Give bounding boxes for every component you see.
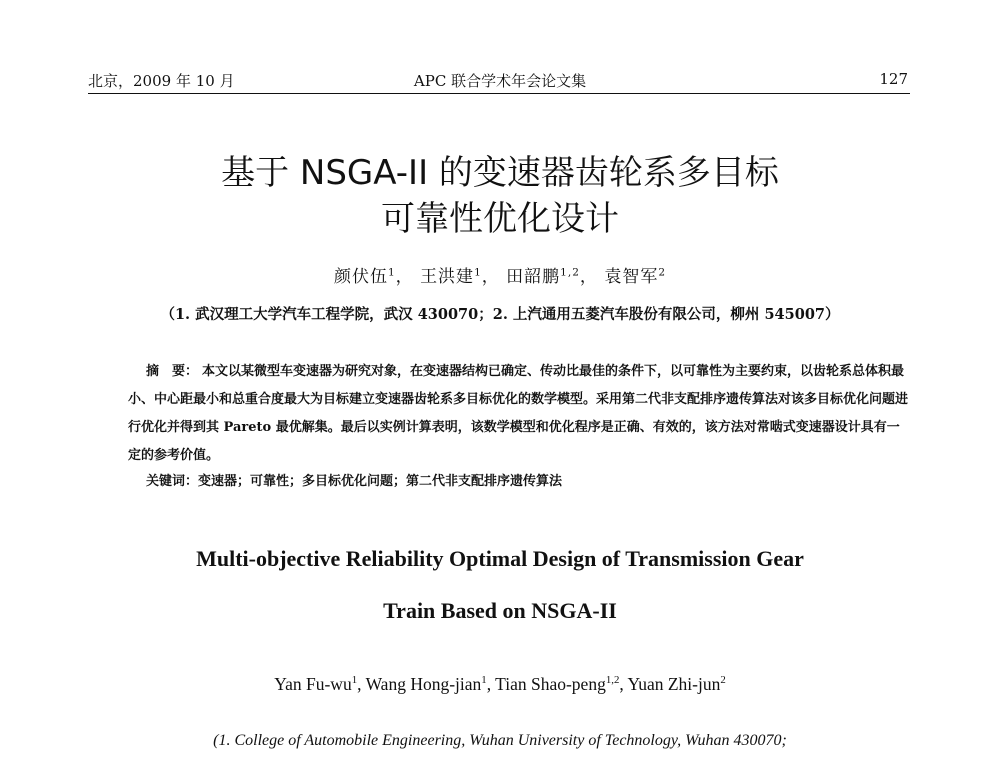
title-en-line2: Train Based on NSGA-II (383, 598, 617, 623)
title-cn-line1: 基于 NSGA-II 的变速器齿轮系多目标 (221, 153, 779, 193)
author-separator: ， (481, 267, 500, 287)
author-separator: ， (579, 267, 598, 287)
keywords-text: 变速器；可靠性；多目标优化问题；第二代非支配排序遗传算法 (198, 474, 563, 489)
author-affil-sup: 1,2 (605, 674, 620, 687)
authors-en (0, 674, 1000, 695)
header-date: 北京，2009 年 10 月 (88, 72, 235, 90)
abstract-text: 本文以某微型车变速器为研究对象，在变速器结构已确定、传动比最佳的条件下，以可靠性为主要约束，以齿轮系总体积最小、中心距最小和总重合度最大为目标建立变速器齿轮系多目标优化的数学模型。采用第二代非支配排序遗传算法对该多目标优化问题进行优化并得到其 Pareto 最优解集。最后以实例计算表明，该数学模型和优化程序是正确、有效的，该方法对常啮式变速器设计具有一定的参考价值。 (128, 364, 909, 463)
author-separator: , (357, 674, 366, 694)
title-en-line1: Multi-objective Reliability Optimal Design of Transmission Gear (196, 546, 804, 571)
author-affil-sup: 2 (720, 674, 726, 687)
header-proceedings: APC 联合学术年会论文集 (413, 72, 587, 90)
author-name: 田韶鹏 (506, 267, 561, 287)
author-affil-sup: 1 (481, 674, 487, 687)
author-affil-sup: 1 (351, 674, 358, 687)
header-page-number: 127 (879, 70, 908, 88)
author-name: 袁智军 (604, 267, 659, 287)
abstract-label: 摘 要： (146, 364, 199, 379)
author-name: Yan Fu-wu (274, 674, 352, 694)
keywords-label: 关键词： (146, 474, 199, 489)
author-separator: , (619, 674, 628, 694)
author-affil-sup: 1,2 (560, 266, 580, 279)
abstract (128, 358, 912, 470)
author-name: 王洪建 (420, 267, 475, 287)
author-name: Tian Shao-peng (495, 674, 606, 694)
author-separator: , (486, 674, 496, 694)
author-affil-sup: 2 (658, 266, 667, 279)
author-affil-sup: 1 (474, 266, 482, 279)
author-affil-sup: 1 (387, 266, 396, 279)
authors-cn (0, 262, 1000, 287)
affiliation-en: (1. College of Automobile Engineering, Wuhan University of Technology, Wuhan 430070; (213, 732, 787, 749)
author-separator: ， (395, 267, 414, 287)
affiliation-cn: （1. 武汉理工大学汽车工程学院，武汉 430070；2. 上汽通用五菱汽车股份有限公司，柳州 545007） (160, 306, 840, 323)
header-rule (88, 93, 910, 94)
keywords (146, 470, 562, 489)
title-cn-line2: 可靠性优化设计 (381, 199, 619, 239)
author-name: Yuan Zhi-jun (627, 674, 721, 694)
author-name: Wang Hong-jian (365, 674, 482, 694)
author-name: 颜伏伍 (333, 267, 388, 287)
